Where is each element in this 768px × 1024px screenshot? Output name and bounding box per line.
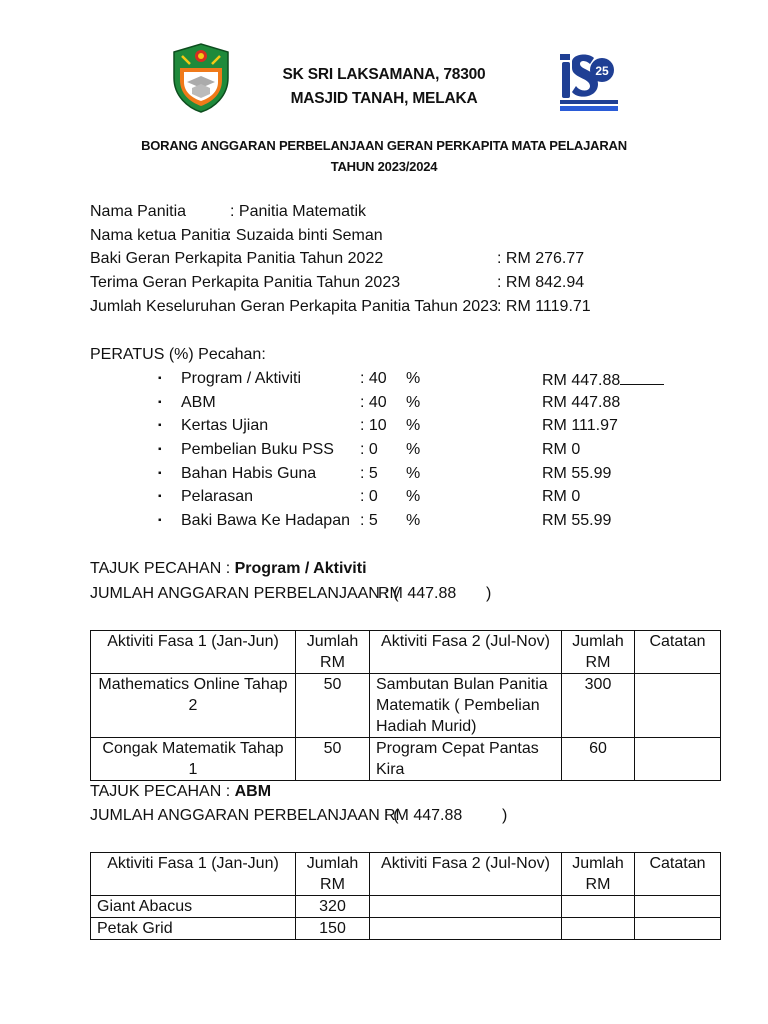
cell-catatan (635, 918, 721, 940)
cell-fasa1: Mathematics Online Tahap 2 (91, 674, 296, 738)
tajuk-label: TAJUK PECAHAN : (90, 783, 235, 800)
peratus-item-rm: RM 55.99 (542, 465, 612, 482)
peratus-item-value: : 5 (360, 465, 378, 482)
section1-jumlah-close: ) (486, 585, 492, 602)
header-jumlah1: Jumlah RM (296, 631, 370, 674)
form-year: TAHUN 2023/2024 (330, 159, 438, 174)
section2-jumlah-label: JUMLAH ANGGARAN PERBELANJAAN : ( (90, 807, 399, 824)
peratus-heading: PERATUS (%) Pecahan: (90, 346, 266, 363)
peratus-item-pct: % (406, 512, 421, 529)
bullet-icon: ▪ (158, 444, 162, 455)
peratus-item-name: Kertas Ujian (181, 417, 269, 434)
peratus-item-name: ABM (181, 394, 216, 411)
nama-panitia-label: Nama Panitia (90, 203, 187, 220)
school-name-line2: MASJID TANAH, MELAKA (290, 90, 478, 107)
table-row (91, 674, 721, 738)
peratus-item-value: : 10 (360, 417, 387, 434)
peratus-item-pct: % (406, 370, 421, 387)
table-row (91, 918, 721, 940)
jumlah-geran-value: : RM 1119.71 (497, 298, 591, 315)
cell-fasa2: Program Cepat Pantas Kira (370, 738, 562, 781)
peratus-item-value: : 0 (360, 488, 378, 505)
peratus-item-rm: RM 0 (542, 488, 581, 505)
peratus-item-value: : 5 (360, 512, 378, 529)
table-row (91, 738, 721, 781)
peratus-item-pct: % (406, 465, 421, 482)
peratus-item-rm: RM 0 (542, 441, 581, 458)
tajuk-value: ABM (234, 783, 272, 800)
bullet-icon: ▪ (158, 373, 162, 384)
header-fasa1: Aktiviti Fasa 1 (Jan-Jun) (91, 631, 296, 674)
section2-jumlah-close: ) (502, 807, 508, 824)
ketua-panitia-label: Nama ketua Panitia (90, 227, 230, 244)
bullet-icon: ▪ (158, 491, 162, 502)
cell-jumlah2 (562, 918, 635, 940)
nama-panitia-value: : Panitia Matematik (230, 203, 367, 220)
header-fasa2: Aktiviti Fasa 2 (Jul-Nov) (370, 631, 562, 674)
peratus-item-pct: % (406, 417, 421, 434)
section2-tajuk (90, 783, 271, 801)
peratus-item-pct: % (406, 441, 421, 458)
cell-catatan (635, 738, 721, 781)
jumlah-geran-label: Jumlah Keseluruhan Geran Perkapita Panitia Tahun 2023 (90, 298, 498, 315)
peratus-item-value: : 40 (360, 370, 387, 387)
peratus-item-pct: % (406, 394, 421, 411)
table-row (91, 896, 721, 918)
baki-geran-value: : RM 276.77 (497, 250, 585, 267)
cell-fasa2 (370, 918, 562, 940)
section1-table (90, 630, 721, 781)
cell-fasa2 (370, 896, 562, 918)
school-name-line1: SK SRI LAKSAMANA, 78300 (282, 66, 486, 83)
header-catatan: Catatan (635, 853, 721, 896)
cell-jumlah1: 320 (296, 896, 370, 918)
baki-geran-label: Baki Geran Perkapita Panitia Tahun 2022 (90, 250, 384, 267)
cell-jumlah1: 50 (296, 674, 370, 738)
peratus-item-name: Pembelian Buku PSS (181, 441, 334, 458)
peratus-item-name: Program / Aktiviti (181, 370, 302, 387)
tajuk-value: Program / Aktiviti (234, 560, 367, 577)
section2-jumlah-value: RM 447.88 (384, 807, 463, 824)
section2-table (90, 852, 721, 940)
header-jumlah2: Jumlah RM (562, 853, 635, 896)
table-header-row (91, 853, 721, 896)
section1-jumlah-label: JUMLAH ANGGARAN PERBELANJAAN : ( (90, 585, 399, 602)
table-header-row (91, 631, 721, 674)
peratus-item-name: Bahan Habis Guna (181, 465, 317, 482)
peratus-item-rm: RM 447.88 (542, 394, 621, 411)
cell-jumlah1: 150 (296, 918, 370, 940)
header-catatan: Catatan (635, 631, 721, 674)
cell-catatan (635, 674, 721, 738)
form-title: BORANG ANGGARAN PERBELANJAAN GERAN PERKAPITA MATA PELAJARAN (141, 138, 627, 153)
cell-jumlah2 (562, 896, 635, 918)
peratus-item-value: : 0 (360, 441, 378, 458)
peratus-item-name: Baki Bawa Ke Hadapan (181, 512, 350, 529)
terima-geran-value: : RM 842.94 (497, 274, 585, 291)
tajuk-label: TAJUK PECAHAN : (90, 560, 235, 577)
cell-jumlah2: 300 (562, 674, 635, 738)
header-jumlah2: Jumlah RM (562, 631, 635, 674)
blank-underline (620, 370, 664, 385)
section1-jumlah-value: RM 447.88 (378, 585, 457, 602)
peratus-item-name: Pelarasan (181, 488, 254, 505)
cell-fasa1: Petak Grid (91, 918, 296, 940)
terima-geran-label: Terima Geran Perkapita Panitia Tahun 2023 (90, 274, 401, 291)
logo-25-text: 25 (595, 64, 609, 78)
header-fasa2: Aktiviti Fasa 2 (Jul-Nov) (370, 853, 562, 896)
peratus-item-rm: RM 447.88 (542, 370, 664, 390)
peratus-item-pct: % (406, 488, 421, 505)
bullet-icon: ▪ (158, 397, 162, 408)
cell-catatan (635, 896, 721, 918)
bullet-icon: ▪ (158, 515, 162, 526)
header-jumlah1: Jumlah RM (296, 853, 370, 896)
cell-fasa1: Congak Matematik Tahap 1 (91, 738, 296, 781)
ketua-panitia-value: : Suzaida binti Seman (227, 227, 383, 244)
cell-jumlah1: 50 (296, 738, 370, 781)
peratus-item-rm: RM 111.97 (542, 417, 618, 434)
cell-fasa1: Giant Abacus (91, 896, 296, 918)
peratus-item-rm: RM 55.99 (542, 512, 612, 529)
cell-fasa2: Sambutan Bulan Panitia Matematik ( Pembelian Hadiah Murid) (370, 674, 562, 738)
cell-jumlah2: 60 (562, 738, 635, 781)
peratus-item-value: : 40 (360, 394, 387, 411)
bullet-icon: ▪ (158, 420, 162, 431)
bullet-icon: ▪ (158, 468, 162, 479)
header-fasa1: Aktiviti Fasa 1 (Jan-Jun) (91, 853, 296, 896)
section1-tajuk (90, 560, 367, 578)
